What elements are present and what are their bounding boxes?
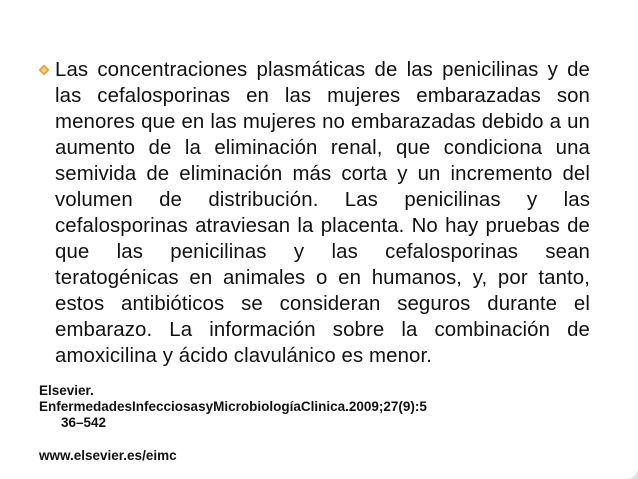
source-journal: EnfermedadesInfecciosasyMicrobiologíaClinica.2009;27(9):5 [39,399,427,414]
slide-corner-decoration [628,469,638,479]
diamond-bullet-icon [38,64,50,76]
source-url[interactable]: www.elsevier.es/eimc [39,448,177,463]
source-citation [39,383,427,431]
bullet-text: Las concentraciones plasmáticas de las penicilinas y de las cefalosporinas en las mujeres embarazadas son menores que en las mujeres no embarazadas debido a un aumento de la eliminación renal, que condiciona una semivida de eliminación más corta y un incremento del volumen de distribución. Las penicilinas y las cefalosporinas atraviesan la placenta. No hay pruebas de que las penicilinas y las cefalosporinas sean teratogénicas en animales o en humanos, y, por tanto, estos antibióticos se consideran seguros durante el embarazo. La información sobre la combinación de amoxicilina y ácido clavulánico es menor. [55,59,590,367]
source-pages: 36–542 [61,415,107,430]
source-publisher: Elsevier. [39,383,94,398]
bullet-paragraph [38,57,590,369]
